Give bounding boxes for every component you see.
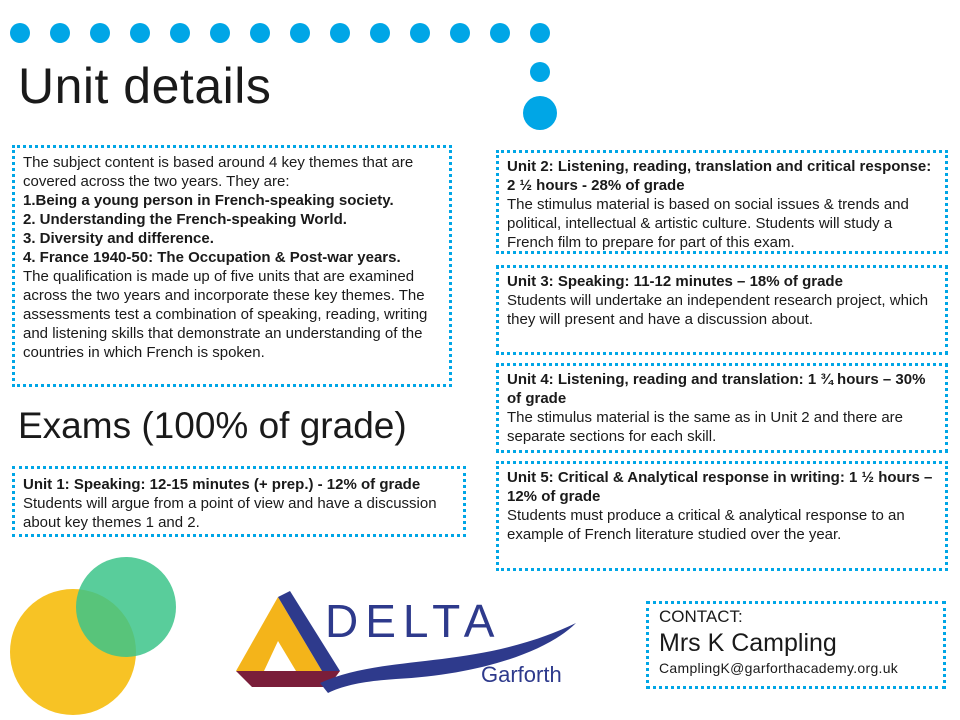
themes-intro: The subject content is based around 4 key themes that are covered across the two years. They are: xyxy=(23,154,414,190)
unit-4-box xyxy=(496,363,948,453)
unit-body: Students must produce a critical & analytical response to an example of French literature studied over the year. xyxy=(507,507,905,543)
unit-body: The stimulus material is the same as in Unit 2 and there are separate sections for each skill. xyxy=(507,409,904,445)
decorative-circles xyxy=(0,555,200,720)
decorative-dot xyxy=(370,23,390,43)
unit-heading: Unit 4: Listening, reading and translation: 1 ¾ hours – 30% of grade xyxy=(507,371,926,407)
unit-body: The stimulus material is based on social issues & trends and political, intellectual & artistic culture. Students will study a French film to prepare for part of this exam. xyxy=(507,196,909,251)
theme-item: 2. Understanding the French-speaking World. xyxy=(23,211,347,228)
page-title: Unit details xyxy=(18,58,272,114)
decorative-dot xyxy=(130,23,150,43)
theme-item: 4. France 1940-50: The Occupation & Post-war years. xyxy=(23,249,401,266)
logo-word: DELTA xyxy=(325,595,502,647)
unit-heading: Unit 5: Critical & Analytical response in writing: 1 ½ hours – 12% of grade xyxy=(507,469,933,505)
decorative-dot xyxy=(490,23,510,43)
unit-5-box xyxy=(496,461,948,571)
unit-body: Students will argue from a point of view and have a discussion about key themes 1 and 2. xyxy=(23,495,437,531)
theme-item: 1.Being a young person in French-speaking society. xyxy=(23,192,394,209)
decorative-dot xyxy=(50,23,70,43)
decorative-dot xyxy=(330,23,350,43)
decorative-dot xyxy=(10,23,30,43)
decorative-dot xyxy=(530,62,550,82)
unit-3-box xyxy=(496,265,948,355)
decorative-dot xyxy=(290,23,310,43)
contact-label: CONTACT: xyxy=(659,607,743,626)
decorative-dot xyxy=(523,96,557,130)
decorative-dot xyxy=(90,23,110,43)
contact-email[interactable]: CamplingK@garforthacademy.org.uk xyxy=(659,660,899,676)
contact-name: Mrs K Campling xyxy=(659,629,837,657)
decorative-dot xyxy=(170,23,190,43)
decorative-dot xyxy=(450,23,470,43)
exams-heading: Exams (100% of grade) xyxy=(18,405,407,446)
decorative-dot xyxy=(250,23,270,43)
unit-heading: Unit 2: Listening, reading, translation and critical response: 2 ½ hours - 28% of grade xyxy=(507,158,932,194)
themes-body: The qualification is made up of five units that are examined across the two years and incorporate these key themes. The assessments test a combination of speaking, reading, writing and listening skills that demonstrate an understanding of the countries in which French is spoken. xyxy=(23,268,428,361)
contact-box xyxy=(646,601,946,689)
logo-subtitle: Garforth xyxy=(481,662,562,687)
unit-heading: Unit 1: Speaking: 12-15 minutes (+ prep.) - 12% of grade xyxy=(23,476,421,493)
unit-2-box xyxy=(496,150,948,254)
theme-item: 3. Diversity and difference. xyxy=(23,230,214,247)
decorative-dot xyxy=(530,23,550,43)
themes-box xyxy=(12,145,452,387)
decorative-dot xyxy=(210,23,230,43)
unit-body: Students will undertake an independent research project, which they will present and have a discussion about. xyxy=(507,292,929,328)
unit-1-box xyxy=(12,466,466,537)
decorative-dot xyxy=(410,23,430,43)
green-circle xyxy=(76,557,176,657)
unit-heading: Unit 3: Speaking: 11-12 minutes – 18% of grade xyxy=(507,273,843,290)
